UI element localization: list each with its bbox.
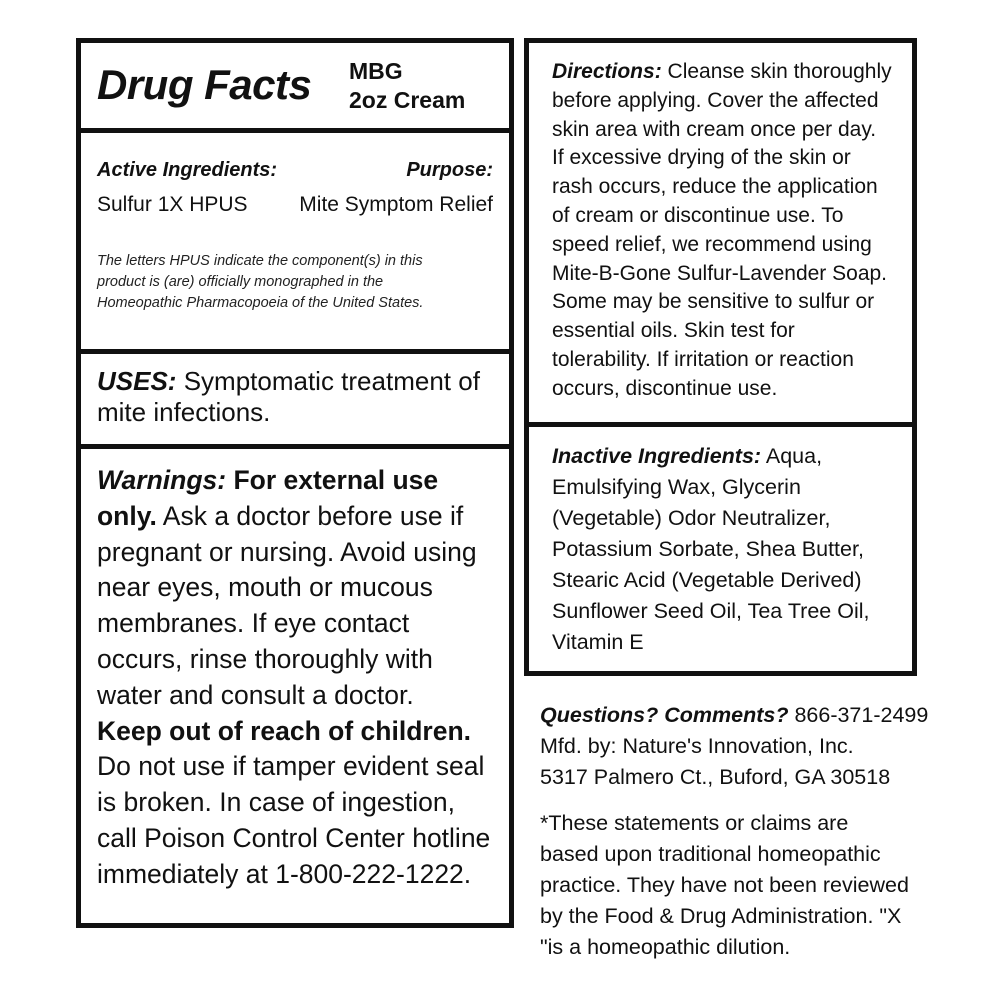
inactive-line: Emulsifying Wax, Glycerin bbox=[552, 475, 801, 499]
warnings-line: is broken. In case of ingestion, bbox=[97, 787, 455, 818]
active-ingredient-value: Sulfur 1X HPUS bbox=[97, 193, 248, 216]
directions-line: rash occurs, reduce the application bbox=[552, 175, 878, 199]
warnings-label: Warnings: bbox=[97, 465, 227, 495]
product-line-1: MBG bbox=[349, 58, 403, 84]
warnings-line: call Poison Control Center hotline bbox=[97, 822, 491, 853]
directions-line: occurs, discontinue use. bbox=[552, 376, 778, 400]
directions-label: Directions: bbox=[552, 60, 662, 83]
uses-section bbox=[81, 354, 509, 444]
phone-number: 866-371-2499 bbox=[788, 703, 929, 727]
warnings-line: membranes. If eye contact bbox=[97, 608, 410, 639]
hpus-note-line: The letters HPUS indicate the component(s) in this bbox=[97, 253, 423, 269]
warnings-line: water and consult a doctor. bbox=[97, 679, 414, 710]
inactive-ingredients-text bbox=[552, 441, 904, 658]
warnings-bold: only. bbox=[97, 500, 157, 531]
uses-line: mite infections. bbox=[97, 397, 271, 427]
directions-inactive-panel bbox=[524, 38, 917, 676]
inactive-line: Potassium Sorbate, Shea Butter, bbox=[552, 537, 864, 561]
directions-line: Cleanse skin thoroughly bbox=[661, 60, 892, 83]
directions-line: speed relief, we recommend using bbox=[552, 232, 872, 256]
directions-line: Mite-B-Gone Sulfur-Lavender Soap. bbox=[552, 261, 888, 285]
address: 5317 Palmero Ct., Buford, GA 30518 bbox=[540, 765, 891, 789]
directions-text bbox=[552, 58, 904, 404]
contact-info bbox=[540, 700, 929, 793]
uses-line: Symptomatic treatment of bbox=[176, 366, 480, 396]
warnings-line: occurs, rinse thoroughly with bbox=[97, 643, 433, 674]
warnings-bold: For external use bbox=[226, 465, 439, 495]
directions-line: Some may be sensitive to sulfur or bbox=[552, 290, 875, 314]
inactive-line: Stearic Acid (Vegetable Derived) bbox=[552, 568, 862, 592]
disclaimer bbox=[540, 808, 920, 963]
questions-label: Questions? Comments? bbox=[540, 703, 789, 727]
inactive-ingredients-section bbox=[529, 427, 912, 671]
inactive-line: (Vegetable) Odor Neutralizer, bbox=[552, 506, 831, 530]
product-name bbox=[349, 57, 465, 115]
uses-label: USES: bbox=[97, 366, 177, 396]
warnings-line: Ask a doctor before use if bbox=[156, 500, 464, 531]
inactive-ingredients-label: Inactive Ingredients: bbox=[552, 444, 762, 468]
active-ingredients-heading: Active Ingredients: bbox=[97, 159, 278, 181]
keep-out-of-reach: Keep out of reach of children. bbox=[97, 715, 471, 746]
purpose-value: Mite Symptom Relief bbox=[299, 193, 493, 216]
directions-line: skin area with cream once per day. bbox=[552, 117, 877, 141]
directions-line: of cream or discontinue use. To bbox=[552, 203, 844, 227]
directions-line: before applying. Cover the affected bbox=[552, 88, 879, 112]
active-ingredients-section bbox=[81, 133, 509, 349]
warnings-line: near eyes, mouth or mucous bbox=[97, 572, 433, 603]
hpus-note-line: product is (are) officially monographed in the bbox=[97, 274, 384, 290]
inactive-line: Aqua, bbox=[761, 444, 823, 468]
inactive-line: Sunflower Seed Oil, Tea Tree Oil, bbox=[552, 599, 870, 623]
directions-section bbox=[529, 43, 912, 422]
warnings-section bbox=[81, 449, 509, 923]
manufacturer: Mfd. by: Nature's Innovation, Inc. bbox=[540, 734, 854, 758]
drug-facts-left-panel bbox=[76, 38, 514, 928]
warnings-line: Do not use if tamper evident seal bbox=[97, 751, 485, 782]
disclaimer-line: based upon traditional homeopathic bbox=[540, 842, 881, 866]
warnings-line: immediately at 1-800-222-1222. bbox=[97, 858, 472, 889]
uses-text bbox=[97, 366, 495, 428]
disclaimer-line: *These statements or claims are bbox=[540, 811, 849, 835]
warnings-line: pregnant or nursing. Avoid using bbox=[97, 536, 477, 567]
hpus-note bbox=[97, 251, 493, 314]
directions-line: If excessive drying of the skin or bbox=[552, 146, 851, 170]
purpose-heading: Purpose: bbox=[406, 159, 493, 181]
drug-facts-title: Drug Facts bbox=[97, 61, 312, 108]
directions-line: tolerability. If irritation or reaction bbox=[552, 347, 854, 371]
hpus-note-line: Homeopathic Pharmacopoeia of the United States. bbox=[97, 295, 424, 311]
disclaimer-line: by the Food & Drug Administration. "X bbox=[540, 904, 902, 928]
disclaimer-line: practice. They have not been reviewed bbox=[540, 873, 909, 897]
product-line-2: 2oz Cream bbox=[349, 87, 466, 113]
title-section bbox=[81, 43, 509, 128]
warnings-text bbox=[97, 463, 499, 893]
directions-line: essential oils. Skin test for bbox=[552, 319, 795, 343]
disclaimer-line: "is a homeopathic dilution. bbox=[540, 935, 791, 959]
inactive-line: Vitamin E bbox=[552, 630, 644, 654]
